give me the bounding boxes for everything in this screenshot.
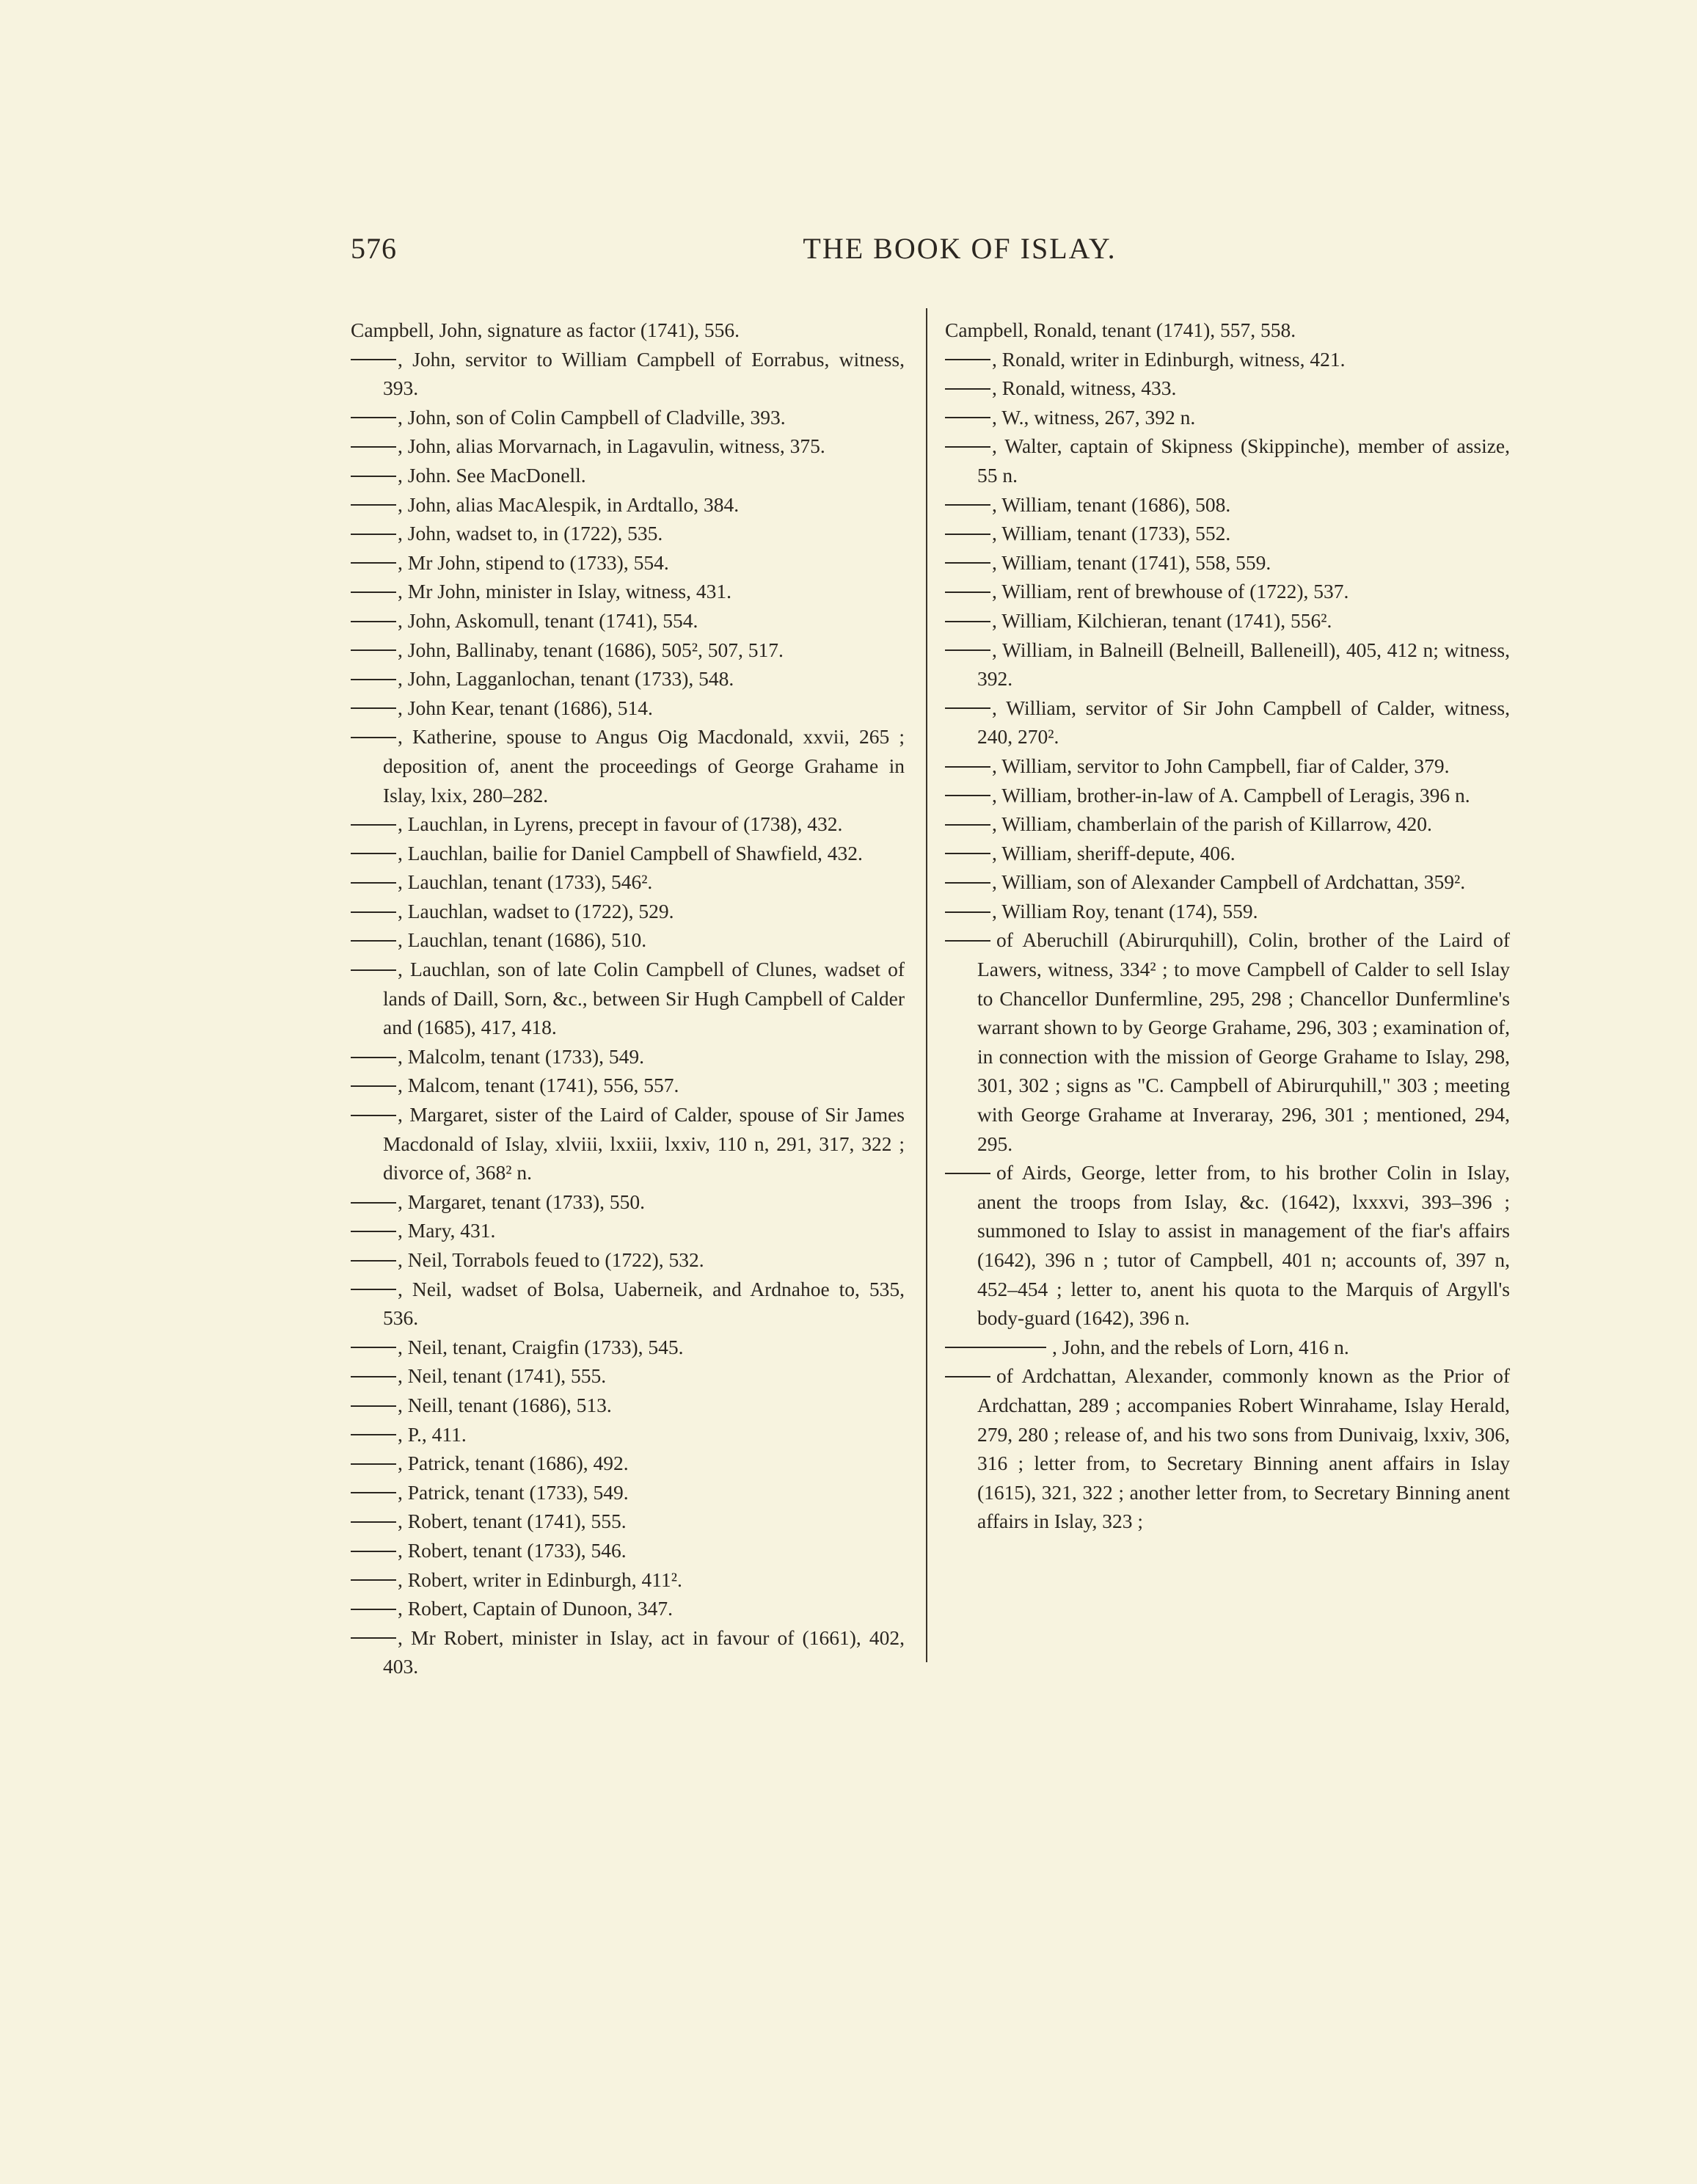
index-entry <box>351 955 905 1042</box>
index-entry-text: , William, son of Alexander Campbell of Ardchattan, 359². <box>992 870 1466 894</box>
ditto-dash <box>945 911 990 913</box>
index-entry-text: , Robert, writer in Edinburgh, 411². <box>398 1568 682 1591</box>
index-entry-text: , Robert, Captain of Dunoon, 347. <box>398 1597 674 1620</box>
index-entry <box>351 490 905 520</box>
ditto-dash <box>945 766 990 768</box>
ditto-dash <box>351 824 396 826</box>
index-entry <box>351 1187 905 1217</box>
index-entry-text: , Patrick, tenant (1686), 492. <box>398 1452 629 1475</box>
ditto-dash <box>945 824 990 826</box>
index-entry <box>351 722 905 809</box>
index-entry-text: , William, Kilchieran, tenant (1741), 556². <box>992 608 1332 632</box>
index-entry <box>351 1391 905 1420</box>
index-entry <box>351 316 905 345</box>
index-entry-text: , William, tenant (1686), 508. <box>992 492 1231 516</box>
ditto-dash <box>351 882 396 884</box>
index-entry-text: Campbell, Ronald, tenant (1741), 557, 558. <box>945 318 1296 341</box>
index-entry <box>351 925 905 955</box>
index-entry-text: , P., 411. <box>398 1422 467 1446</box>
ditto-dash <box>351 504 396 506</box>
index-entry-text: of Airds, George, letter from, to his brother Colin in Islay, anent the troops from Islay, &c. (1642), lxxxvi, 393–396 ; summoned to Islay to assist in management of the fiar's affairs (1642), 396 n ; tutor of Campbell, 401 n; accounts of, 397 n, 452–454 ; letter to, anent his quota to the Marquis of Argyll's body-guard (1642), 396 n. <box>977 1161 1510 1330</box>
index-entry-text: , John Kear, tenant (1686), 514. <box>398 696 653 719</box>
ditto-dash <box>351 1492 396 1493</box>
ditto-dash <box>945 882 990 884</box>
ditto-dash <box>945 621 990 622</box>
index-entry <box>945 1333 1510 1362</box>
index-entry-text: , William, tenant (1741), 558, 559. <box>992 550 1271 574</box>
index-entry-text: , Neill, tenant (1686), 513. <box>398 1393 612 1416</box>
index-entry <box>945 867 1510 897</box>
index-entry <box>945 403 1510 432</box>
ditto-dash <box>945 534 990 535</box>
index-entry-text: , William, sheriff-depute, 406. <box>992 841 1236 864</box>
column-divider <box>926 308 927 1662</box>
index-entry <box>945 606 1510 636</box>
ditto-dash <box>351 1057 396 1058</box>
ditto-dash <box>945 795 990 796</box>
index-entry <box>351 897 905 926</box>
ditto-dash <box>351 1260 396 1262</box>
index-entry-text: , W., witness, 267, 392 n. <box>992 405 1196 429</box>
ditto-dash <box>351 1551 396 1552</box>
index-entry-text: , John, alias Morvarnach, in Lagavulin, witness, 375. <box>398 434 825 458</box>
ditto-dash <box>945 1376 990 1377</box>
index-entry <box>945 1158 1510 1333</box>
ditto-dash <box>945 417 990 418</box>
index-entry <box>351 577 905 606</box>
index-entry <box>945 751 1510 781</box>
index-entry <box>351 809 905 839</box>
ditto-dash <box>945 853 990 854</box>
ditto-dash <box>351 1115 396 1116</box>
ditto-dash <box>945 940 990 942</box>
index-entry <box>351 867 905 897</box>
index-entry-text: , Mr John, minister in Islay, witness, 431. <box>398 580 731 603</box>
index-column-left <box>351 316 905 1681</box>
ditto-dash <box>945 359 990 360</box>
index-entry <box>945 490 1510 520</box>
page-header <box>351 231 1297 275</box>
index-entry <box>351 548 905 578</box>
index-entry <box>945 432 1510 489</box>
ditto-dash <box>351 1463 396 1465</box>
index-entry-text: , Lauchlan, in Lyrens, precept in favour of (1738), 432. <box>398 812 843 836</box>
ditto-dash <box>351 853 396 854</box>
index-entry <box>351 1420 905 1449</box>
index-entry-text: , Katherine, spouse to Angus Oig Macdonald, xxvii, 265 ; deposition of, anent the proceedings of George Grahame in Islay, lxix, 280–282. <box>383 725 905 807</box>
index-entry-text: , Lauchlan, wadset to (1722), 529. <box>398 899 674 922</box>
ditto-dash <box>351 1347 396 1348</box>
index-entry <box>351 1565 905 1595</box>
index-entry-text: , John, and the rebels of Lorn, 416 n. <box>1052 1335 1349 1358</box>
ditto-dash <box>945 446 990 448</box>
index-entry-text: , Robert, tenant (1741), 555. <box>398 1510 627 1533</box>
index-entry-text: , Lauchlan, son of late Colin Campbell of Clunes, wadset of lands of Daill, Sorn, &c., between Sir Hugh Campbell of Calder and (1685), 417, 418. <box>383 958 905 1039</box>
index-entry-text: , Walter, captain of Skipness (Skippinche), member of assize, 55 n. <box>977 434 1510 487</box>
ditto-dash <box>351 1637 396 1639</box>
index-entry <box>945 548 1510 578</box>
index-entry-text: , Mr John, stipend to (1733), 554. <box>398 550 669 574</box>
index-entry-text: , Mary, 431. <box>398 1219 496 1242</box>
index-entry <box>351 606 905 636</box>
index-entry-text: , Robert, tenant (1733), 546. <box>398 1538 627 1562</box>
index-entry-text: , Ronald, writer in Edinburgh, witness, 421. <box>992 347 1346 371</box>
index-entry <box>351 664 905 694</box>
index-entry-text: , Lauchlan, bailie for Daniel Campbell of Shawfield, 432. <box>398 841 863 864</box>
ditto-dash <box>945 649 990 651</box>
index-entry-text: , William Roy, tenant (174), 559. <box>992 899 1258 922</box>
index-entry-text: , William, servitor of Sir John Campbell of Calder, witness, 240, 270². <box>977 696 1510 749</box>
ditto-dash <box>351 1434 396 1435</box>
ditto-dash <box>351 1085 396 1087</box>
index-entry <box>945 925 1510 1158</box>
index-entry <box>351 345 905 403</box>
ditto-dash <box>351 1376 396 1377</box>
ditto-dash <box>351 1521 396 1523</box>
index-entry <box>351 1594 905 1623</box>
ditto-dash <box>945 504 990 506</box>
index-entry <box>351 1275 905 1333</box>
index-entry <box>945 781 1510 810</box>
ditto-dash <box>351 1579 396 1581</box>
index-entry <box>351 1216 905 1245</box>
ditto-dash <box>351 707 396 709</box>
index-entry-text: of Aberuchill (Abirurquhill), Colin, brother of the Laird of Lawers, witness, 334² ; to move Campbell of Calder to sell Islay to Chancellor Dunfermline, 295, 298 ; Chancellor Dunfermline's warrant shown to by George Grahame, 296, 303 ; examination of, in connection with the mission of George Grahame to Islay, 298, 301, 302 ; signs as "C. Campbell of Abirurquhill," 303 ; meeting with George Grahame at Inveraray, 296, 301 ; mentioned, 294, 295. <box>977 928 1510 1155</box>
index-entry <box>945 345 1510 374</box>
index-entry-text: , Neil, Torrabols feued to (1722), 532. <box>398 1248 704 1271</box>
index-entry-text: , Ronald, witness, 433. <box>992 376 1177 400</box>
index-entry <box>351 1071 905 1100</box>
index-entry <box>351 432 905 461</box>
index-entry <box>351 839 905 868</box>
ditto-dash <box>351 562 396 564</box>
index-entry <box>351 403 905 432</box>
index-entry-text: , Malcom, tenant (1741), 556, 557. <box>398 1074 679 1097</box>
ditto-dash <box>351 911 396 913</box>
ditto-dash <box>351 476 396 477</box>
index-entry <box>351 1449 905 1478</box>
index-entry <box>351 1623 905 1681</box>
ditto-dash <box>945 388 990 390</box>
index-entry <box>351 1507 905 1536</box>
index-column-right <box>945 316 1510 1536</box>
ditto-dash <box>351 621 396 622</box>
ditto-dash <box>351 940 396 942</box>
ditto-dash <box>945 592 990 593</box>
ditto-dash <box>351 359 396 360</box>
index-entry-text: , Margaret, sister of the Laird of Calder, spouse of Sir James Macdonald of Islay, xlviii, lxxiii, lxxiv, 110 n, 291, 317, 322 ; divorce of, 368² n. <box>383 1103 905 1184</box>
index-entry-text: , Malcolm, tenant (1733), 549. <box>398 1044 645 1068</box>
ditto-dash <box>351 534 396 535</box>
page-number: 576 <box>351 232 397 265</box>
index-entry-text: , John. See MacDonell. <box>398 463 586 487</box>
index-entry <box>945 519 1510 548</box>
index-entry-text: , John, alias MacAlespik, in Ardtallo, 384. <box>398 492 740 516</box>
index-entry-text: , Neil, tenant, Craigfin (1733), 545. <box>398 1335 684 1358</box>
index-entry-text: Campbell, John, signature as factor (1741), 556. <box>351 318 740 341</box>
index-entry-text: , Neil, wadset of Bolsa, Uaberneik, and Ardnahoe to, 535, 536. <box>383 1277 905 1330</box>
index-entry-text: , John, Askomull, tenant (1741), 554. <box>398 608 698 632</box>
index-entry-text: , John, servitor to William Campbell of Eorrabus, witness, 393. <box>383 347 905 400</box>
index-entry-text: , William, tenant (1733), 552. <box>992 522 1231 545</box>
ditto-dash <box>945 562 990 564</box>
ditto-dash <box>351 737 396 738</box>
index-entry-text: , John, wadset to, in (1722), 535. <box>398 522 663 545</box>
ditto-dash <box>351 679 396 680</box>
index-entry-text: , William, servitor to John Campbell, fiar of Calder, 379. <box>992 754 1450 777</box>
index-entry <box>945 374 1510 403</box>
index-entry-text: , Lauchlan, tenant (1733), 546². <box>398 870 653 894</box>
ditto-dash <box>351 1202 396 1204</box>
index-entry-text: , Lauchlan, tenant (1686), 510. <box>398 928 647 952</box>
ditto-dash <box>351 1289 396 1290</box>
index-entry-text: , William, rent of brewhouse of (1722), 537. <box>992 580 1349 603</box>
index-entry <box>351 519 905 548</box>
ditto-dash <box>351 592 396 593</box>
index-entry <box>351 1333 905 1362</box>
index-entry <box>351 1536 905 1565</box>
index-entry <box>351 694 905 723</box>
index-entry <box>945 694 1510 751</box>
index-entry-text: , William, brother-in-law of A. Campbell of Leragis, 396 n. <box>992 783 1470 807</box>
ditto-dash <box>351 969 396 971</box>
ditto-dash <box>351 1405 396 1407</box>
ditto-dash <box>351 1609 396 1610</box>
index-entry <box>945 897 1510 926</box>
index-entry <box>945 636 1510 694</box>
index-entry-text: , Neil, tenant (1741), 555. <box>398 1364 607 1388</box>
index-entry <box>351 1361 905 1391</box>
index-entry <box>945 316 1510 345</box>
ditto-dash <box>351 649 396 651</box>
index-entry <box>351 636 905 665</box>
index-entry <box>351 1100 905 1187</box>
index-entry-text: of Ardchattan, Alexander, commonly known as the Prior of Ardchattan, 289 ; accompanies Robert Winrahame, Islay Herald, 279, 280 ; release of, and his two sons from Dunivaig, lxxiv, 306, 316 ; letter from, to Secretary Binning anent affairs in Islay (1615), 321, 322 ; another letter from, to Secretary Binning anent affairs in Islay, 323 ; <box>977 1364 1510 1533</box>
index-entry <box>351 1042 905 1071</box>
index-entry <box>945 1361 1510 1536</box>
index-entry <box>945 809 1510 839</box>
index-entry <box>351 1478 905 1507</box>
running-title: THE BOOK OF ISLAY. <box>803 232 1117 265</box>
index-entry-text: , Mr Robert, minister in Islay, act in favour of (1661), 402, 403. <box>383 1626 905 1678</box>
index-entry-text: , John, Ballinaby, tenant (1686), 505², 507, 517. <box>398 638 784 661</box>
index-entry <box>351 1245 905 1275</box>
ditto-dash <box>945 707 990 709</box>
index-entry-text: , John, Lagganlochan, tenant (1733), 548. <box>398 667 734 691</box>
index-entry <box>945 577 1510 606</box>
ditto-dash <box>351 446 396 448</box>
index-entry <box>351 461 905 490</box>
ditto-dash <box>945 1347 1046 1348</box>
index-entry-text: , Margaret, tenant (1733), 550. <box>398 1190 646 1213</box>
index-entry-text: , William, chamberlain of the parish of Killarrow, 420. <box>992 812 1432 836</box>
index-entry-text: , William, in Balneill (Belneill, Balleneill), 405, 412 n; witness, 392. <box>977 638 1510 691</box>
index-entry-text: , John, son of Colin Campbell of Cladville, 393. <box>398 405 786 429</box>
index-entry-text: , Patrick, tenant (1733), 549. <box>398 1480 629 1504</box>
ditto-dash <box>351 417 396 418</box>
ditto-dash <box>945 1173 990 1174</box>
index-entry <box>945 839 1510 868</box>
ditto-dash <box>351 1231 396 1232</box>
